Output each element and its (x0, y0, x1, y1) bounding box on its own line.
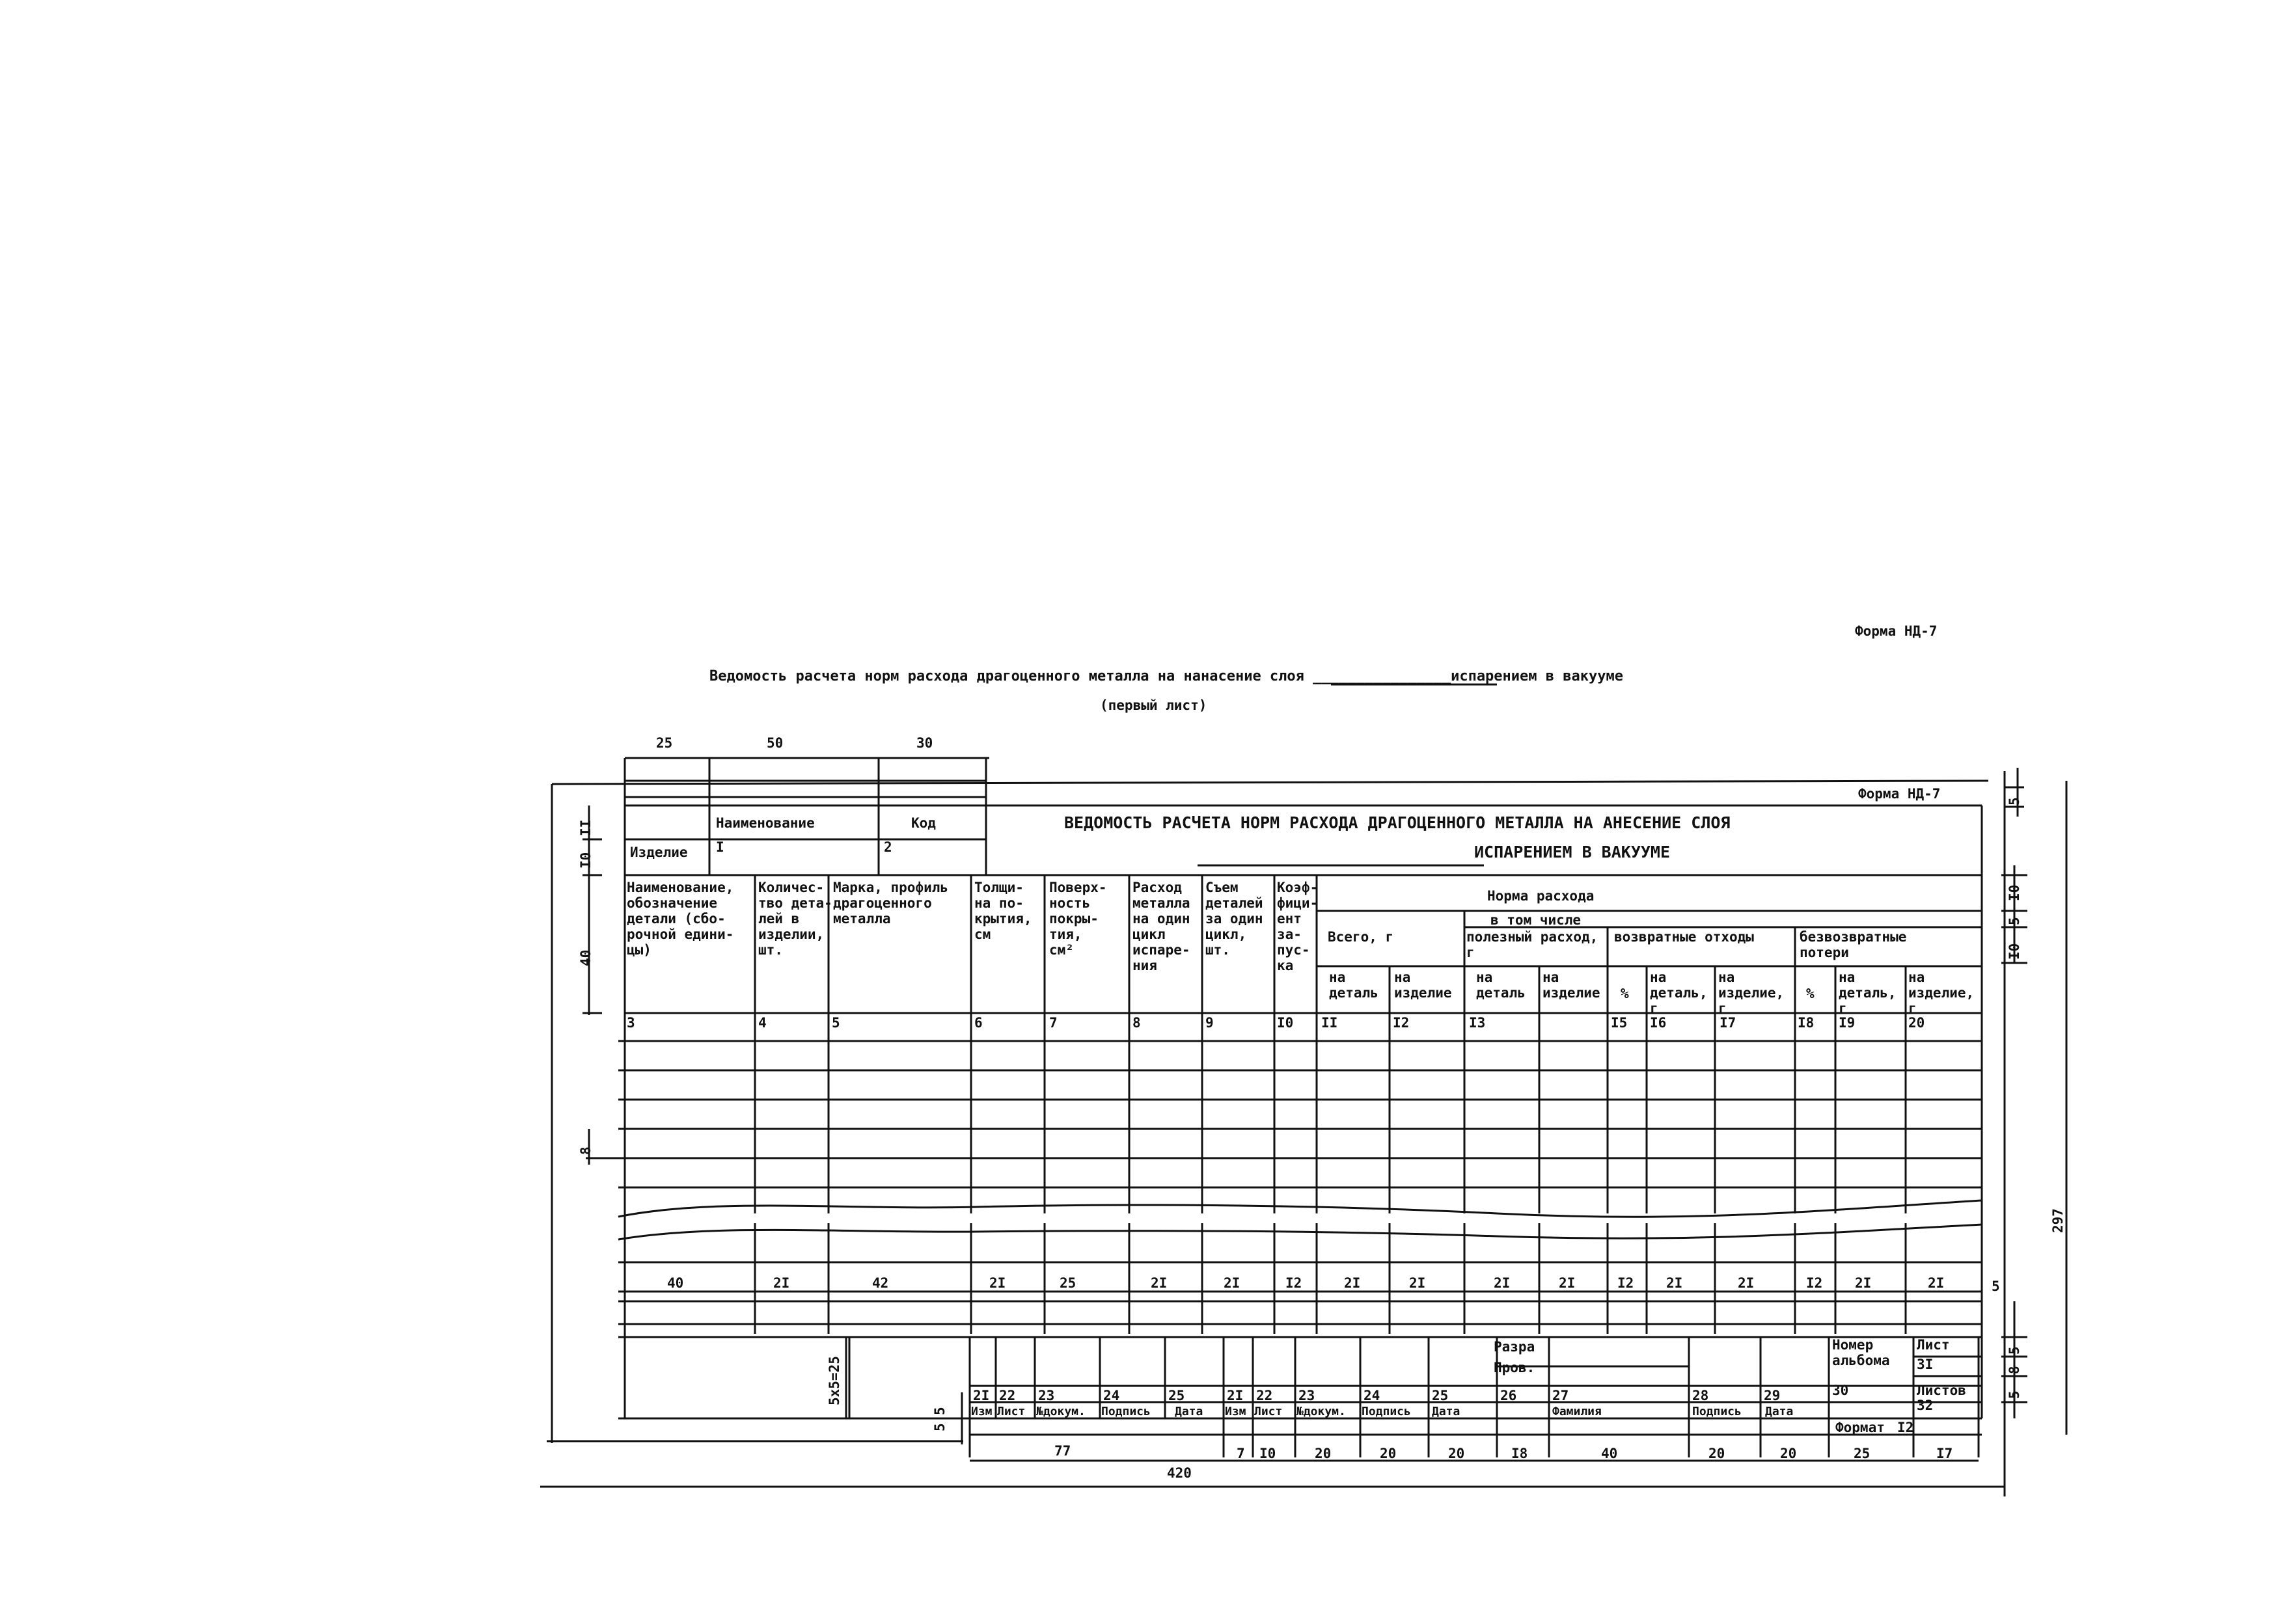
right-dim-3: 5 (2007, 917, 2022, 925)
stamp-lbl-r4: Подпись (1362, 1405, 1411, 1418)
stamp-lbl-r1: Изм (1225, 1405, 1246, 1418)
sub-per-product-4: на изделие, г (1908, 969, 1975, 1016)
total-header: Всего, г (1328, 929, 1394, 945)
top-dim-3: 30 (916, 735, 933, 751)
sub-pct-2: % (1806, 986, 1815, 1001)
sheet-num: 3I (1917, 1357, 1934, 1372)
bottom-dim-2: 7 (1237, 1446, 1245, 1461)
stamp-num-l3: 23 (1038, 1388, 1055, 1403)
bottom-dim-4: 20 (1315, 1446, 1332, 1461)
code-label: Код (911, 815, 936, 831)
doc-title-line2: ИСПАРЕНИЕМ В ВАКУУМЕ (1474, 843, 1671, 861)
width-dim-10: 2I (1409, 1275, 1426, 1291)
right-dim-8: 5 (1992, 1279, 2000, 1294)
stamp-num-l4: 24 (1103, 1388, 1120, 1403)
col-qty-header: Количес- тво дета- лей в изделии, шт. (758, 880, 832, 958)
width-dim-7: 2I (1224, 1275, 1240, 1291)
returnable-header: возвратные отходы (1614, 929, 1754, 945)
col-num-4: 4 (758, 1015, 767, 1031)
right-dim-1: 5 (2007, 797, 2022, 805)
sub-per-part-4: на деталь, г (1839, 969, 1897, 1016)
col-num-20: 20 (1908, 1015, 1925, 1031)
sub-per-product-2: на изделие (1542, 969, 1600, 1001)
col-num-19: I9 (1839, 1015, 1856, 1031)
stamp-lbl-r2: Лист (1254, 1405, 1283, 1418)
form-code-top: Форма НД-7 (1855, 623, 1938, 639)
width-dim-17: 2I (1855, 1275, 1872, 1291)
width-dim-1: 40 (667, 1275, 684, 1291)
sub-per-part-2: на деталь (1476, 969, 1526, 1001)
stamp-lbl-l5: Дата (1175, 1405, 1203, 1418)
col-num-18: I8 (1798, 1015, 1815, 1031)
col-yield-header: Съем деталей за один цикл, шт. (1205, 880, 1263, 958)
col-grade-header: Марка, профиль драгоценного металла (833, 880, 949, 927)
stamp-num-r7: 27 (1552, 1388, 1569, 1403)
col-num-8: 8 (1132, 1015, 1141, 1031)
dim-5x5: 5x5=25 (827, 1356, 842, 1405)
top-dim-1: 25 (656, 735, 673, 751)
width-dim-4: 2I (989, 1275, 1006, 1291)
stamp-num-r10: 30 (1832, 1383, 1849, 1398)
stamp-num-r1: 2I (1227, 1388, 1244, 1403)
width-dim-18: 2I (1928, 1275, 1945, 1291)
bottom-dim-6: 20 (1448, 1446, 1465, 1461)
stamp-num-l5: 25 (1168, 1388, 1185, 1403)
stamp-data: Дата (1765, 1405, 1794, 1418)
stamp-prov: Пров. (1494, 1360, 1535, 1375)
stamp-num-l1: 2I (973, 1388, 990, 1403)
height-dim: 297 (2050, 1208, 2066, 1233)
stamp-familia: Фамилия (1552, 1405, 1602, 1418)
width-dim-13: I2 (1617, 1275, 1634, 1291)
format-num: I2 (1897, 1420, 1914, 1435)
width-dim-14: 2I (1666, 1275, 1683, 1291)
format-label: Формат (1835, 1420, 1885, 1435)
left-dim-3: 40 (578, 949, 594, 966)
bottom-dim-10: 20 (1780, 1446, 1797, 1461)
dim-5-left-2: 5 (932, 1407, 948, 1415)
right-dim-2: I0 (2007, 884, 2022, 901)
col-num-11: II (1321, 1015, 1338, 1031)
col-num-16: I6 (1650, 1015, 1667, 1031)
nonreturn-header: безвозвратные потери (1800, 929, 1907, 960)
col-coef-header: Коэф- фици- ент за- пус- ка (1277, 880, 1319, 973)
stamp-lbl-r5: Дата (1432, 1405, 1460, 1418)
name-num: I (716, 839, 724, 855)
album-label: Номер альбома (1832, 1337, 1890, 1368)
doc-title-line1: ВЕДОМОСТЬ РАСЧЕТА НОРМ РАСХОДА ДРАГОЦЕННОГО МЕТАЛЛА НА АНЕСЕНИЕ СЛОЯ (1064, 813, 1731, 832)
top-dim-2: 50 (767, 735, 784, 751)
col-name-header: Наименование, обозначение детали (сбо- рочной едини- цы) (627, 880, 734, 958)
col-consumption-header: Расход металла на один цикл испаре- ния (1132, 880, 1190, 973)
stamp-num-r2: 22 (1256, 1388, 1273, 1403)
col-num-17: I7 (1720, 1015, 1736, 1031)
stamp-lbl-l2: Лист (997, 1405, 1026, 1418)
stamp-lbl-l4: Подпись (1101, 1405, 1151, 1418)
width-dim-11: 2I (1494, 1275, 1511, 1291)
norm-header: Норма расхода (1487, 888, 1595, 904)
form-code-inner: Форма НД-7 (1858, 786, 1941, 802)
stamp-num-r8: 28 (1692, 1388, 1709, 1403)
bottom-dim-3: I0 (1259, 1446, 1276, 1461)
right-dim-4: I0 (2007, 943, 2022, 960)
product-label: Изделие (630, 845, 688, 860)
bottom-dim-1: 77 (1054, 1443, 1071, 1459)
stamp-num-r9: 29 (1764, 1388, 1781, 1403)
sub-per-product-3: на изделие, г (1718, 969, 1785, 1016)
bottom-dim-9: 20 (1708, 1446, 1725, 1461)
col-surface-header: Поверх- ность покры- тия, см² (1049, 880, 1107, 958)
col-num-3: 3 (627, 1015, 635, 1031)
sheets-label: Листов (1917, 1383, 1966, 1398)
col-num-9: 9 (1205, 1015, 1214, 1031)
stamp-num-r4: 24 (1364, 1388, 1380, 1403)
col-num-10: I0 (1277, 1015, 1294, 1031)
sheets-num: 32 (1917, 1398, 1934, 1413)
stamp-num-l2: 22 (999, 1388, 1016, 1403)
col-num-6: 6 (974, 1015, 983, 1031)
left-dim-1: II (578, 819, 594, 836)
dim-5-left-1: 5 (932, 1423, 948, 1431)
sub-per-product-1: на изделие (1394, 969, 1452, 1001)
width-dim-9: 2I (1344, 1275, 1361, 1291)
bottom-dim-5: 20 (1380, 1446, 1397, 1461)
stamp-num-r5: 25 (1432, 1388, 1449, 1403)
width-dim-12: 2I (1559, 1275, 1576, 1291)
width-dim-6: 2I (1151, 1275, 1168, 1291)
col-num-15: I5 (1611, 1015, 1628, 1031)
width-dim-3: 42 (872, 1275, 889, 1291)
incl-header: в том числе (1490, 912, 1582, 928)
sub-per-part-3: на деталь, г (1650, 969, 1708, 1016)
right-dim-6: 8 (2007, 1366, 2022, 1374)
col-num-13: I3 (1469, 1015, 1486, 1031)
total-width-dim: 420 (1167, 1465, 1192, 1481)
left-dim-4: 8 (578, 1146, 594, 1155)
left-dim-2: I0 (578, 852, 594, 869)
stamp-num-r3: 23 (1298, 1388, 1315, 1403)
stamp-lbl-l1: Изм (971, 1405, 993, 1418)
name-label: Наименование (716, 815, 815, 831)
code-num: 2 (884, 839, 892, 855)
width-dim-8: I2 (1285, 1275, 1302, 1291)
stamp-lbl-l3: №докум. (1036, 1405, 1086, 1418)
page-title: Ведомость расчета норм расхода драгоценного металла на нанасение слоя ________________испарением в вакууме (709, 668, 1623, 684)
bottom-dim-7: I8 (1511, 1446, 1528, 1461)
sub-per-part-1: на деталь (1329, 969, 1378, 1001)
col-num-12: I2 (1393, 1015, 1410, 1031)
bottom-dim-12: I7 (1936, 1446, 1953, 1461)
col-num-5: 5 (832, 1015, 840, 1031)
stamp-podpis: Подпись (1692, 1405, 1742, 1418)
bottom-dim-8: 40 (1601, 1446, 1618, 1461)
width-dim-16: I2 (1806, 1275, 1823, 1291)
stamp-razrab: Разра (1494, 1339, 1535, 1355)
sub-pct-1: % (1621, 986, 1629, 1001)
col-thickness-header: Толщи- на по- крытия, см (974, 880, 1032, 942)
width-dim-2: 2I (773, 1275, 790, 1291)
useful-header: полезный расход, г (1466, 929, 1598, 960)
bottom-dim-11: 25 (1854, 1446, 1871, 1461)
right-dim-7: 5 (2007, 1390, 2022, 1399)
stamp-num-r6: 26 (1500, 1388, 1517, 1403)
col-num-7: 7 (1049, 1015, 1058, 1031)
width-dim-15: 2I (1738, 1275, 1755, 1291)
width-dim-5: 25 (1060, 1275, 1076, 1291)
right-dim-5: 5 (2007, 1346, 2022, 1355)
page-subtitle: (первый лист) (1100, 697, 1207, 713)
sheet-label: Лист (1917, 1337, 1950, 1353)
stamp-lbl-r3: №докум. (1296, 1405, 1346, 1418)
